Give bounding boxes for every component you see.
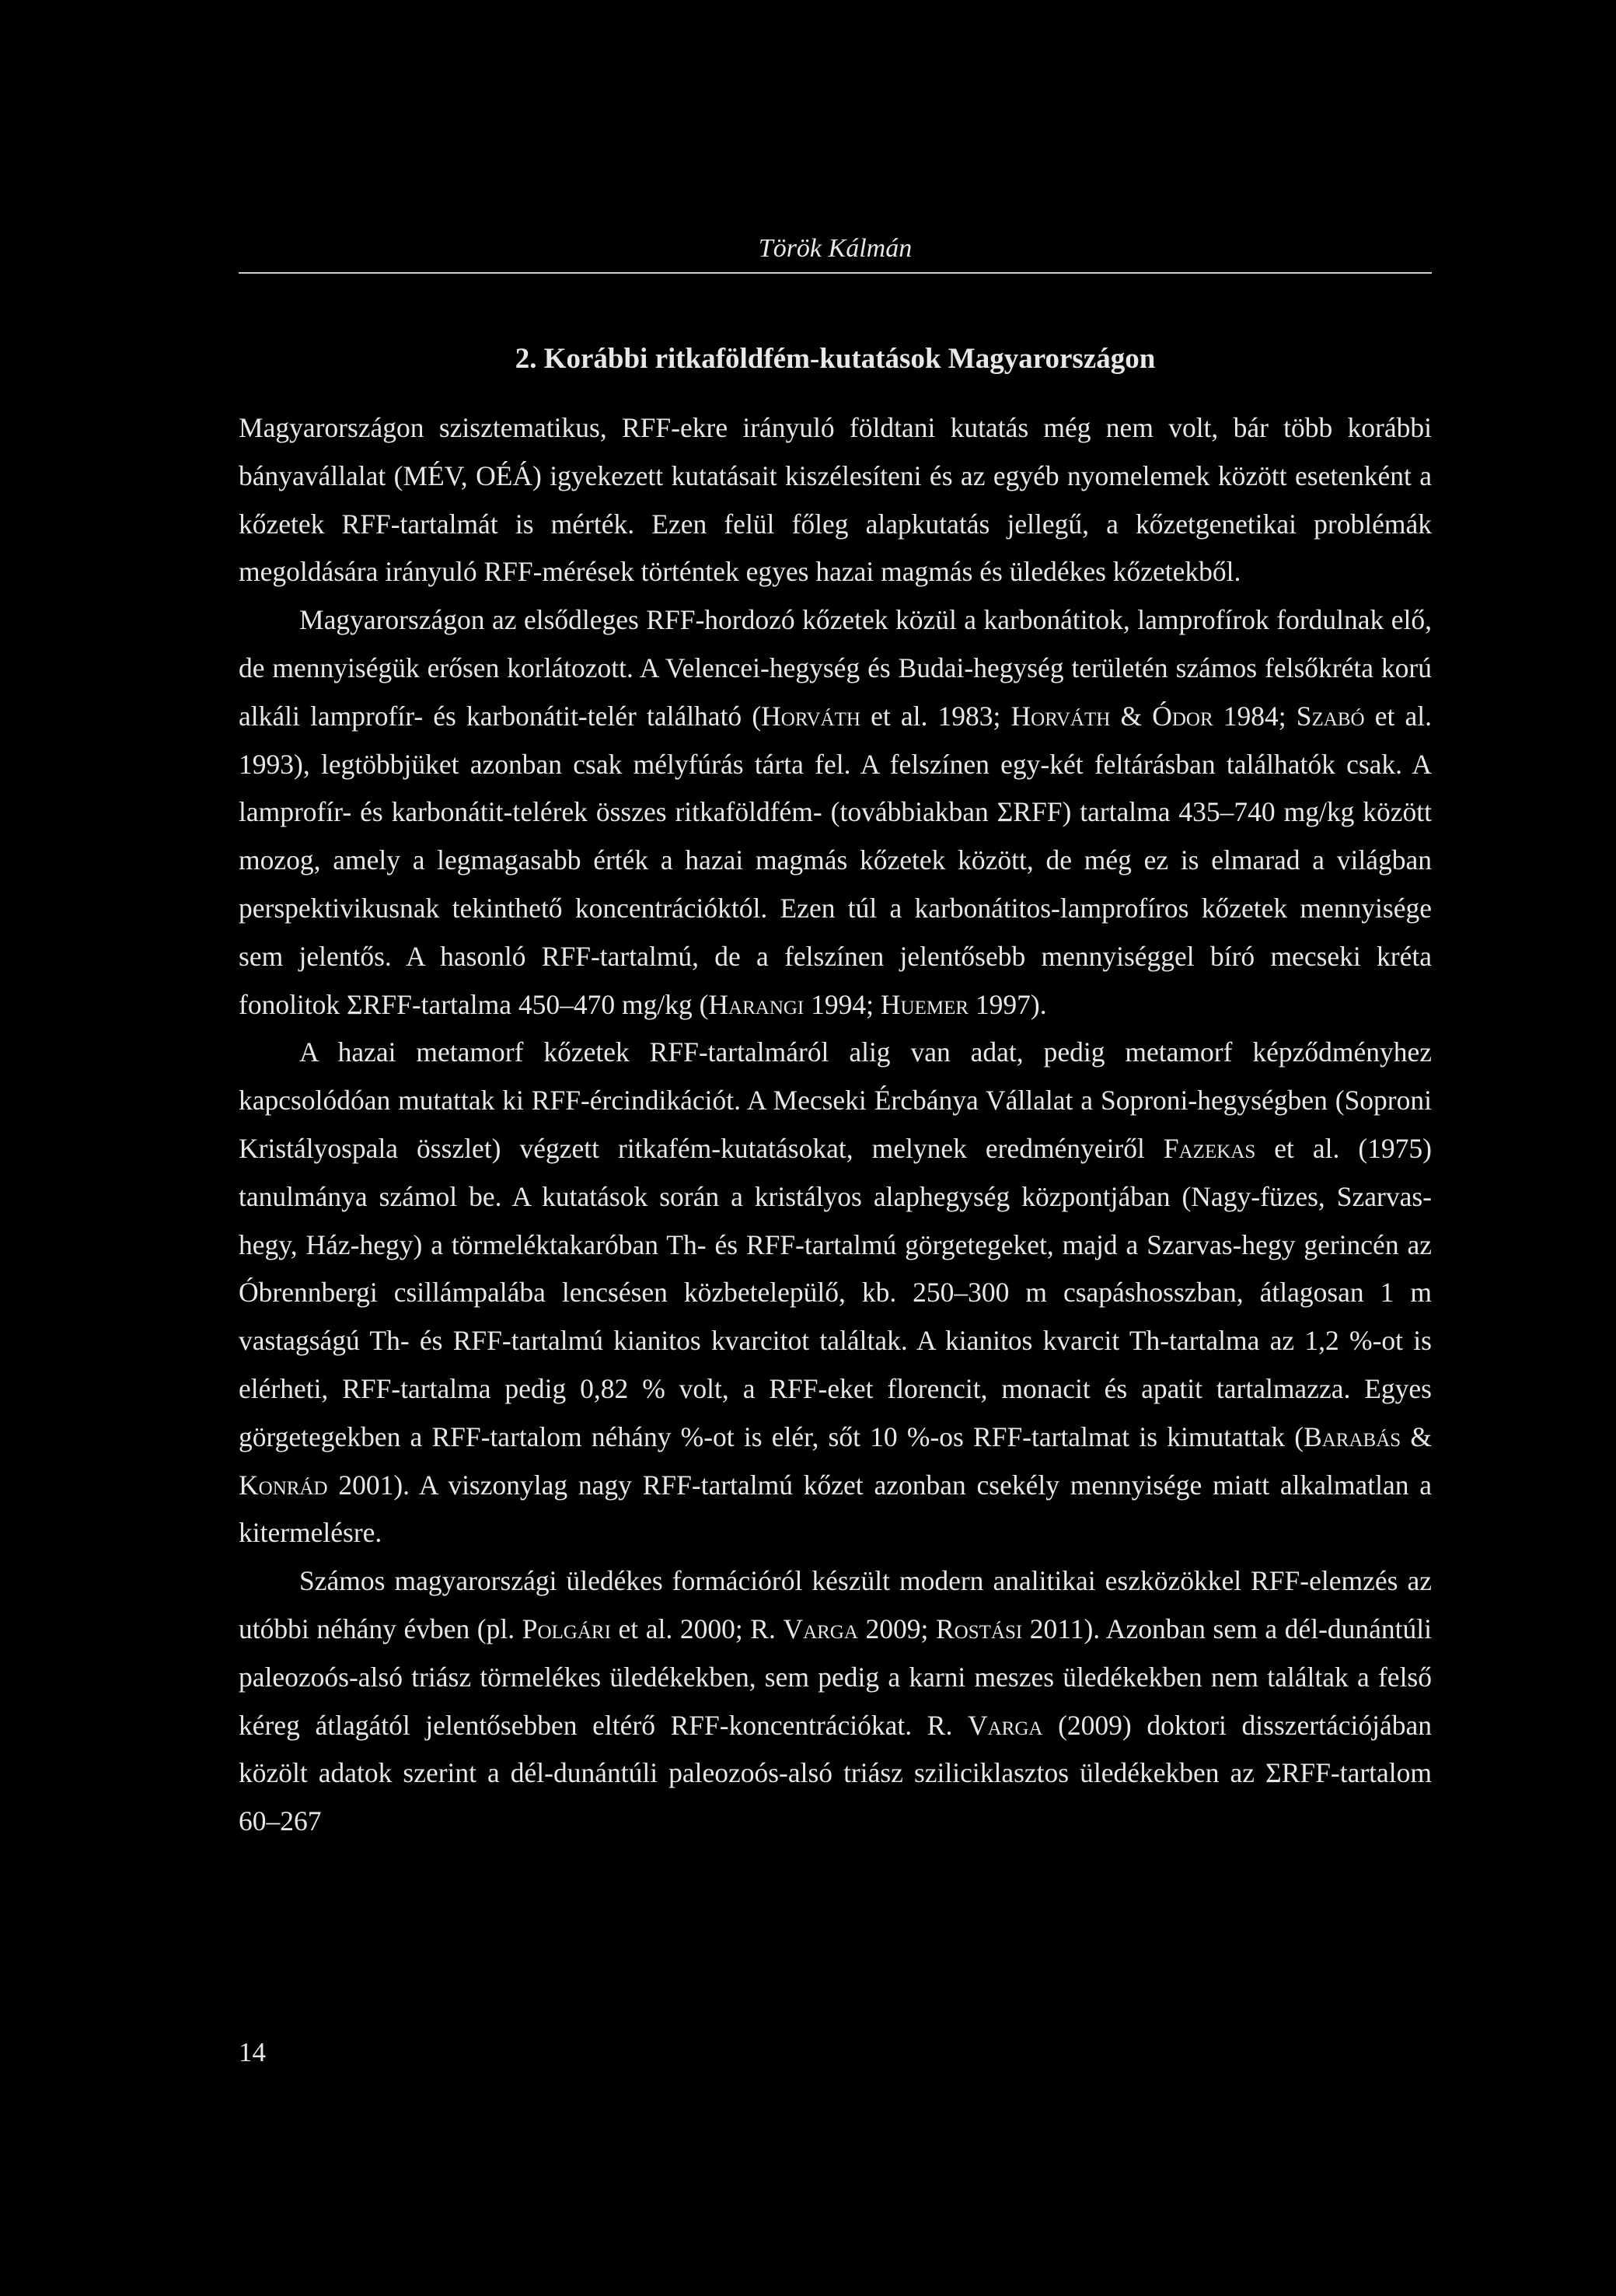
page-number: 14 — [239, 2037, 266, 2067]
text-run: A hazai metamorf kőzetek RFF-tartalmáról alig van adat, pedig metamorf képződményhez kapcsolódóan mutattak ki RFF-ércindikációt. A Mecseki Ércbánya Vállalat a Soproni-hegységben (Soproni Kristályospala összlet) végzett ritkafém-kutatásokat, melynek eredményeiről — [239, 1036, 1432, 1164]
text-run: 1984; — [1213, 700, 1297, 732]
author-name: Rostási — [935, 1613, 1023, 1644]
author-name: Harangi — [708, 988, 805, 1020]
section-title: 2. Korábbi ritkaföldfém-kutatások Magyarországon — [515, 343, 1156, 375]
text-run: 2001). A viszonylag nagy RFF-tartalmú kőzet azonban csekély mennyisége miatt alkalmatlan a kitermelésre. — [239, 1469, 1432, 1549]
paragraph-4 — [239, 1557, 1432, 1846]
author-name: Huemer — [880, 988, 969, 1020]
paragraph-1: Magyarországon szisztematikus, RFF-ekre irányuló földtani kutatás még nem volt, bár több korábbi bányavállalat (MÉV, OÉÁ) igyekezett kutatásait kiszélesíteni és az egyéb nyomelemek között esetenként a kőzetek RFF-tartalmát is mérték. Ezen felül főleg alapkutatás jellegű, a kőzetgenetikai problémák megoldására irányuló RFF-mérések történtek egyes hazai magmás és üledékes kőzetekből. — [239, 412, 1432, 588]
author-name: Varga — [967, 1709, 1043, 1741]
author-name: Fazekas — [1163, 1132, 1256, 1164]
text-run: (2009) doktori disszertációjában közölt adatok szerint a dél-dunántúli paleozoós-alsó triász sziliciklasztos üledékekben az ΣRFF-tartalom 60–267 — [239, 1709, 1432, 1837]
text-run: 2009; — [857, 1613, 936, 1644]
running-header: Török Kálmán — [758, 234, 913, 263]
text-run: Magyarországon az elsődleges RFF-hordozó kőzetek közül a karbonátitok, lamprofírok fordulnak elő, de mennyiségük erősen korlátozott. A Velencei-hegység és Budai-hegység területén számos felsőkréta korú alkáli lamprofír- és karbonátit-telér található ( — [239, 604, 1432, 732]
paragraph-3 — [239, 1029, 1432, 1557]
text-run: & — [1110, 700, 1153, 732]
author-name: Ódor — [1152, 700, 1213, 732]
text-run: 1994; — [804, 988, 881, 1020]
text-run: et al. 1993), legtöbbjüket azonban csak mélyfúrás tárta fel. A felszínen egy-két feltárásban találhatók csak. A lamprofír- és karbonátit-telérek összes ritkaföldfém- (továbbiakban ΣRFF) tartalma 435–740 mg/kg között mozog, amely a legmagasabb érték a hazai magmás kőzetek között, de még ez is elmarad a világban perspektivikusnak tekinthető koncentrációktól. Ezen túl a karbonátitos-lamprofíros kőzetek mennyisége sem jelentős. A hasonló RFF-tartalmú, de a felszínen jelentősebb mennyiséggel bíró mecseki kréta fonolitok ΣRFF-tartalma 450–470 mg/kg ( — [239, 700, 1432, 1020]
text-run: 2011). Azonban sem a dél-dunántúli paleozoós-alsó triász törmelékes üledékekben, sem pedig a karni meszes üledékekben nem találtak a felső kéreg átlagától jelentősebben eltérő RFF-koncentrációkat. R. — [239, 1613, 1432, 1741]
text-run: 1997). — [969, 988, 1047, 1020]
author-name: Szabó — [1296, 700, 1365, 732]
author-name: Horváth — [761, 700, 860, 732]
text-run: & — [1401, 1421, 1432, 1452]
author-name: Polgári — [522, 1613, 611, 1644]
header-rule — [239, 272, 1432, 274]
paragraph-2 — [239, 596, 1432, 1029]
text-run: et al. 2000; R. — [610, 1613, 784, 1644]
author-name: Barabás — [1304, 1421, 1401, 1452]
author-name: Konrád — [239, 1469, 328, 1501]
author-name: Varga — [783, 1613, 858, 1644]
text-run: et al. (1975) tanulmánya számol be. A kutatások során a kristályos alaphegység központjában (Nagy-füzes, Szarvas-hegy, Ház-hegy) a törmeléktakaróban Th- és RFF-tartalmú görgetegeket, majd a Szarvas-hegy gerincén az Óbrennbergi csillámpalába lencsésen közbetelepülő, kb. 250–300 m csapáshosszban, átlagosan 1 m vastagságú Th- és RFF-tartalmú kianitos kvarcitot találtak. A kianitos kvarcit Th-tartalma az 1,2 %-ot is elérheti, RFF-tartalma pedig 0,82 % volt, a RFF-eket florencit, monacit és apatit tartalmazza. Egyes görgetegekben a RFF-tartalom néhány %-ot is elér, sőt 10 %-os RFF-tartalmat is kimutattak ( — [239, 1132, 1432, 1452]
text-run: et al. 1983; — [860, 700, 1011, 732]
text-run: Számos magyarországi üledékes formációról készült modern analitikai eszközökkel RFF-elemzés az utóbbi néhány évben (pl. — [239, 1565, 1432, 1644]
body-text — [239, 404, 1432, 1846]
author-name: Horváth — [1010, 700, 1111, 732]
